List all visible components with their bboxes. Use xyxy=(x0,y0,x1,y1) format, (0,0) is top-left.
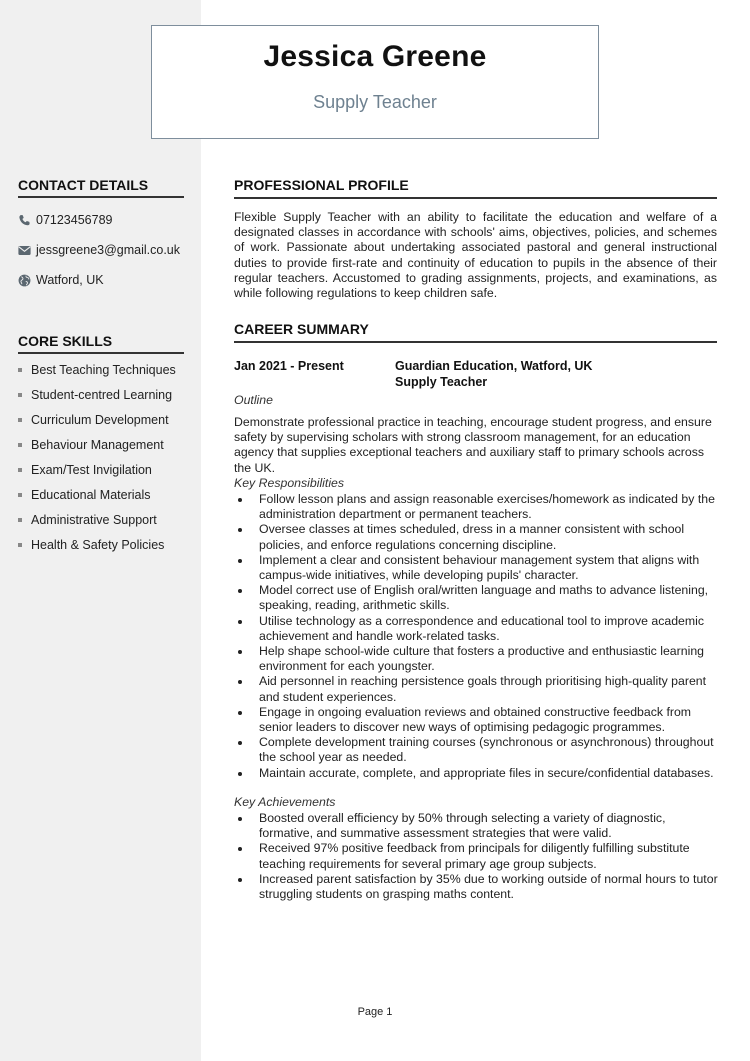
contact-location xyxy=(18,272,104,288)
bullet-icon xyxy=(238,878,242,882)
skill-item: Exam/Test Invigilation xyxy=(18,463,152,477)
bullet-icon xyxy=(238,772,242,776)
square-bullet-icon xyxy=(18,393,22,397)
outline-label: Outline xyxy=(234,393,273,407)
contact-phone xyxy=(18,212,112,228)
list-item: Complete development training courses (synchronous or asynchronous) throughout the school year as needed. xyxy=(234,735,719,765)
email-address[interactable]: jessgreene3@gmail.co.uk xyxy=(36,243,181,257)
square-bullet-icon xyxy=(18,493,22,497)
list-item: Model correct use of English oral/written language and maths to advance listening, speaking, reading, arithmetic skills. xyxy=(234,583,719,613)
bullet-icon xyxy=(238,711,242,715)
skill-item: Administrative Support xyxy=(18,513,157,527)
square-bullet-icon xyxy=(18,518,22,522)
skill-item: Best Teaching Techniques xyxy=(18,363,176,377)
bullet-icon xyxy=(238,847,242,851)
responsibilities-list xyxy=(234,492,719,781)
list-item: Implement a clear and consistent behaviour management system that aligns with campus-wide initiatives, while developing pupils' character. xyxy=(234,553,719,583)
phone-number[interactable]: 07123456789 xyxy=(36,213,113,227)
candidate-name: Jessica Greene xyxy=(263,40,487,73)
bullet-icon xyxy=(238,528,242,532)
bullet-icon xyxy=(238,650,242,654)
list-item: Aid personnel in reaching persistence goals through prioritising high-quality parent and student experiences. xyxy=(234,674,719,704)
list-item: Maintain accurate, complete, and appropriate files in secure/confidential databases. xyxy=(234,766,719,781)
envelope-icon xyxy=(18,244,31,257)
square-bullet-icon xyxy=(18,443,22,447)
list-item: Utilise technology as a correspondence and educational tool to improve academic achievement and handle work-related tasks. xyxy=(234,614,719,644)
phone-icon xyxy=(18,214,31,227)
bullet-icon xyxy=(238,589,242,593)
contact-details-heading: CONTACT DETAILS xyxy=(18,177,184,198)
job-dates: Jan 2021 - Present xyxy=(234,359,344,373)
achievements-label: Key Achievements xyxy=(234,795,336,809)
square-bullet-icon xyxy=(18,368,22,372)
skill-item: Educational Materials xyxy=(18,488,151,502)
bullet-icon xyxy=(238,559,242,563)
skill-item: Student-centred Learning xyxy=(18,388,172,402)
square-bullet-icon xyxy=(18,543,22,547)
list-item: Received 97% positive feedback from principals for diligently fulfilling substitute teaching requirements for several primary age group subjects. xyxy=(234,841,719,871)
candidate-title: Supply Teacher xyxy=(313,92,437,112)
bullet-icon xyxy=(238,498,242,502)
square-bullet-icon xyxy=(18,418,22,422)
list-item: Oversee classes at times scheduled, dress in a manner consistent with school policies, and enforce regulations concerning discipline. xyxy=(234,522,719,552)
job-position: Supply Teacher xyxy=(395,374,488,389)
bullet-icon xyxy=(238,620,242,624)
career-summary-heading: CAREER SUMMARY xyxy=(234,321,717,343)
achievements-list xyxy=(234,811,719,902)
contact-email xyxy=(18,242,180,258)
bullet-icon xyxy=(238,741,242,745)
name-header-box xyxy=(151,25,599,139)
outline-text: Demonstrate professional practice in teaching, encourage student progress, and ensure safety by supervising scholars with strong classroom management, for an education agency that supplies exceptional teachers and auxiliary staff to primary schools across the UK. xyxy=(234,415,712,475)
bullet-icon xyxy=(238,680,242,684)
list-item: Boosted overall efficiency by 50% through selecting a variety of diagnostic, formative, and summative assessment strategies that were valid. xyxy=(234,811,719,841)
bullet-icon xyxy=(238,817,242,821)
square-bullet-icon xyxy=(18,468,22,472)
globe-icon xyxy=(18,274,31,287)
location-text: Watford, UK xyxy=(36,273,104,287)
job-employer-block xyxy=(395,359,592,390)
skill-item: Health & Safety Policies xyxy=(18,538,164,552)
skill-item: Curriculum Development xyxy=(18,413,169,427)
list-item: Help shape school-wide culture that fosters a productive and enthusiastic learning environment for each youngster. xyxy=(234,644,719,674)
employer-name: Guardian Education, Watford, UK xyxy=(395,359,593,373)
page-number: Page 1 xyxy=(357,1006,393,1018)
skill-item: Behaviour Management xyxy=(18,438,164,452)
responsibilities-label: Key Responsibilities xyxy=(234,476,345,490)
professional-profile-heading: PROFESSIONAL PROFILE xyxy=(234,177,717,199)
list-item: Follow lesson plans and assign reasonable exercises/homework as indicated by the administration department or permanent teachers. xyxy=(234,492,719,522)
core-skills-heading: CORE SKILLS xyxy=(18,333,184,354)
list-item: Engage in ongoing evaluation reviews and obtained constructive feedback from senior leaders to discover new ways of optimising pedagogic programmes. xyxy=(234,705,719,735)
profile-summary: Flexible Supply Teacher with an ability to facilitate the education and welfare of a designated classes in accordance with schools' aims, objectives, policies, and schemes of work. Passionate about undertaking associated pastoral and general instructional duties to provide first-rate and continuity of education to pupils in the absence of their regular teachers. Accustomed to grading assignments, projects, and examinations, as while following regulations to keep children safe. xyxy=(234,210,717,301)
sidebar-background xyxy=(0,0,201,1061)
list-item: Increased parent satisfaction by 35% due to working outside of normal hours to tutor struggling students on grasping maths content. xyxy=(234,872,719,902)
